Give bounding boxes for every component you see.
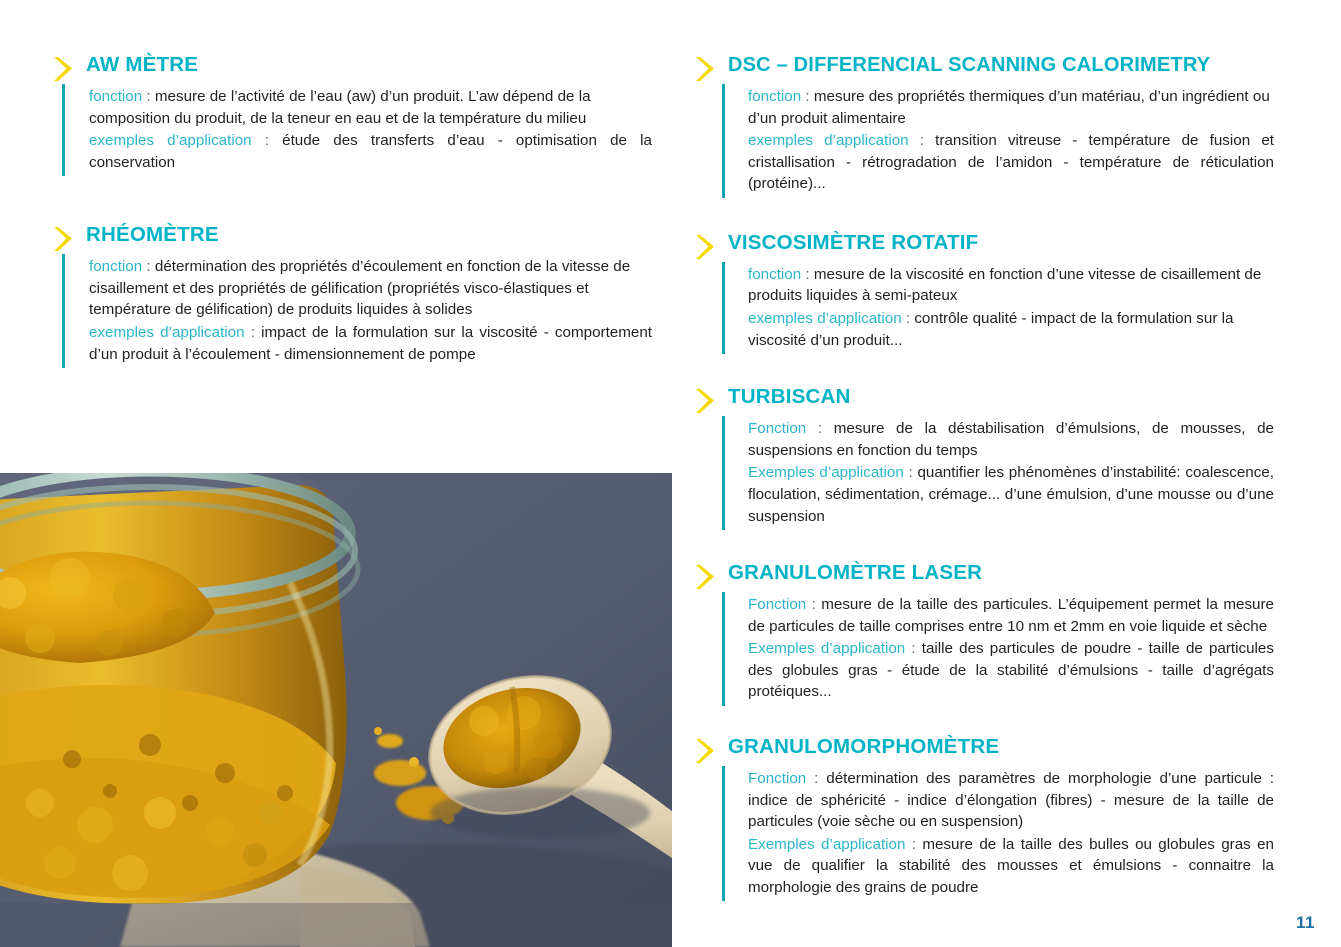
line-label: exemples d’application: [748, 132, 909, 150]
entry-header: [694, 232, 1274, 260]
line-text: détermination des propriétés d’écoulement en fonction de la vitesse de cisaillement et des propriétés de gélification (propriétés visco-élastiques et température de gélification) de produits liquides à solides: [89, 258, 631, 319]
equipment-entry: [694, 54, 1274, 198]
line-label: Fonction: [748, 596, 807, 614]
entry-header: [694, 736, 1274, 764]
equipment-entry: [52, 224, 652, 368]
equipment-entry: [52, 54, 652, 176]
line-text: mesure de l’activité de l’eau (aw) d’un produit. L’aw dépend de la composition du produit, de la teneur en eau et de la température du milieu: [89, 88, 591, 127]
entry-header: [694, 386, 1274, 414]
entry-line: [89, 256, 652, 321]
chevron-right-icon: [694, 234, 716, 260]
line-text: mesure de la viscosité en fonction d’une vitesse de cisaillement de produits liquides à semi-pateux: [748, 265, 1262, 305]
entry-line: [748, 86, 1274, 129]
line-separator: :: [903, 464, 918, 482]
entry-body: [722, 416, 1274, 530]
line-separator: :: [142, 88, 155, 105]
line-separator: :: [801, 88, 814, 105]
entry-line: [748, 264, 1274, 307]
entry-line: [748, 308, 1274, 351]
line-text: mesure de la taille des particules. L’équipement permet la mesure de particules de taille comprises entre 10 nm et 2mm en voie liquide et sèche: [748, 596, 1274, 635]
entry-title: TURBISCAN: [728, 385, 851, 409]
entry-line: [748, 834, 1274, 899]
entry-line: [89, 130, 652, 173]
page-number: 11: [1296, 913, 1315, 932]
entry-body: [62, 84, 652, 176]
line-text: mesure de la déstabilisation d’émulsions, de mousses, de suspensions en fonction du temps: [748, 420, 1274, 459]
line-text: mesure de la taille des bulles ou globules gras en vue de qualifier la stabilité des mousses et émulsions - connaitre la morphologie des grains de poudre: [748, 835, 1274, 896]
equipment-entry: [694, 736, 1274, 901]
entry-line: [748, 462, 1274, 527]
line-separator: :: [905, 835, 923, 853]
entry-header: [694, 54, 1274, 82]
entry-line: [748, 638, 1274, 703]
line-text: transition vitreuse - température de fusion et cristallisation - rétrogradation de l’amidon - température de réticulation (protéine)...: [748, 132, 1274, 193]
entry-header: [52, 224, 652, 252]
line-separator: :: [806, 769, 827, 787]
entry-line: [748, 418, 1274, 461]
entry-body: [722, 592, 1274, 706]
line-text: mesure des propriétés thermiques d’un matériau, d’un ingrédient ou d’un produit alimentaire: [748, 88, 1270, 127]
entry-line: [89, 86, 652, 129]
turmeric-photo: [0, 473, 672, 947]
entry-line: [748, 130, 1274, 195]
equipment-entry: [694, 562, 1274, 706]
line-label: fonction: [89, 88, 143, 105]
line-label: exemples d’application: [89, 324, 245, 342]
line-separator: :: [244, 324, 262, 342]
line-label: exemples d’application: [748, 310, 902, 328]
entry-body: [722, 84, 1274, 198]
line-label: Exemples d’application: [748, 835, 906, 853]
entry-line: [89, 322, 652, 365]
equipment-entry: [694, 386, 1274, 530]
line-text: étude des transferts d’eau - optimisation de la conservation: [89, 132, 652, 171]
line-text: taille des particules de poudre - taille de particules des globules gras - étude de la stabilité d’émulsions - taille d’agrégats protéiques...: [748, 640, 1274, 701]
line-text: détermination des paramètres de morphologie d’une particule : indice de sphéricité - indice d’élongation (fibres) - mesure de la taille de particules (voie sèche ou en suspension): [748, 769, 1274, 831]
entry-body: [722, 262, 1274, 354]
entry-title: AW MÈTRE: [86, 53, 199, 76]
chevron-right-icon: [694, 564, 716, 590]
line-label: fonction: [89, 258, 143, 276]
line-separator: :: [901, 310, 915, 328]
line-text: quantifier les phénomènes d’instabilité: coalescence, floculation, sédimentation, crémage... d’une émulsion, d’une mousse ou d’une suspension: [748, 464, 1274, 525]
right-column: [694, 54, 1274, 919]
line-label: Fonction: [748, 769, 807, 787]
line-label: Exemples d’application: [748, 464, 904, 482]
entry-body: [62, 254, 652, 368]
chevron-right-icon: [694, 56, 716, 82]
entry-title: VISCOSIMÈTRE ROTATIF: [728, 230, 979, 254]
line-separator: :: [142, 258, 155, 276]
entry-title: GRANULOMORPHOMÈTRE: [728, 734, 1000, 758]
entry-body: [722, 766, 1274, 901]
entry-title: GRANULOMÈTRE LASER: [728, 561, 983, 585]
entry-header: [52, 54, 652, 82]
chevron-right-icon: [52, 56, 74, 82]
line-separator: :: [801, 265, 814, 283]
line-separator: :: [806, 420, 834, 438]
entry-title: DSC – DIFFERENCIAL SCANNING CALORIMETRY: [728, 54, 1211, 76]
entry-title: RHÉOMÈTRE: [86, 223, 219, 247]
entry-line: [748, 768, 1274, 833]
line-separator: :: [908, 132, 936, 150]
chevron-right-icon: [694, 738, 716, 764]
line-text: contrôle qualité - impact de la formulation sur la viscosité d’un produit...: [748, 310, 1234, 349]
line-separator: :: [251, 132, 283, 150]
line-separator: :: [905, 640, 922, 658]
left-column: [52, 54, 652, 386]
chevron-right-icon: [694, 388, 716, 414]
turmeric-photo-graphic: [0, 473, 672, 947]
line-label: fonction: [748, 88, 802, 105]
line-text: impact de la formulation sur la viscosité - comportement d’un produit à l’écoulement - dimensionnement de pompe: [89, 324, 653, 363]
entry-header: [694, 562, 1274, 590]
line-label: Exemples d’application: [748, 640, 906, 658]
line-label: fonction: [748, 265, 802, 283]
entry-line: [748, 594, 1274, 637]
chevron-right-icon: [52, 226, 74, 252]
line-label: exemples d’application: [89, 132, 252, 150]
line-label: Fonction: [748, 420, 807, 438]
equipment-entry: [694, 232, 1274, 354]
line-separator: :: [806, 596, 822, 614]
